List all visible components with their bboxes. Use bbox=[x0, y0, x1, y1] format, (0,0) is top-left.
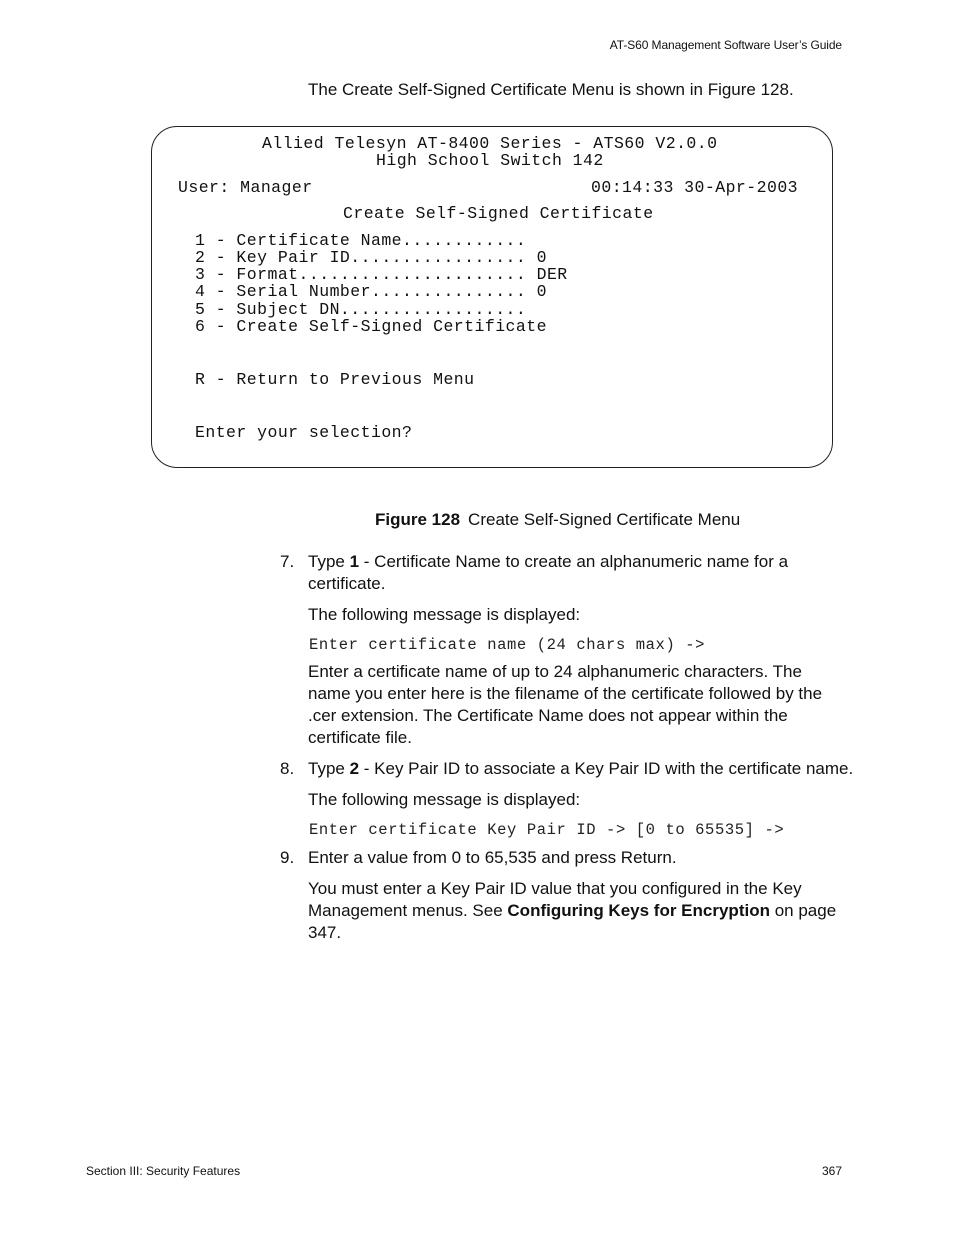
step-7-console-prompt: Enter certificate name (24 chars max) -> bbox=[309, 636, 706, 654]
step-9-text: Enter a value from 0 to 65,535 and press Return. bbox=[308, 848, 677, 867]
menu-item-key-pair-id[interactable]: 2 - Key Pair ID................. 0 bbox=[195, 248, 547, 267]
step-9-detail: You must enter a Key Pair ID value that you configured in the Key Management menus. See Configuring Keys for Encryption on page 347. bbox=[308, 879, 837, 942]
intro-paragraph: The Create Self-Signed Certificate Menu is shown in Figure 128. bbox=[308, 80, 794, 99]
step-7-detail: Enter a certificate name of up to 24 alphanumeric characters. The name you enter here is the filename of the certificate followed by the .cer extension. The Certificate Name does not appear within the certificate file. bbox=[308, 662, 823, 747]
key-label: 2 bbox=[349, 759, 360, 778]
terminal-screen bbox=[151, 126, 833, 468]
menu-item-return[interactable]: R - Return to Previous Menu bbox=[195, 370, 475, 389]
menu-item-create-certificate[interactable]: 6 - Create Self-Signed Certificate bbox=[195, 317, 547, 336]
key-label: 1 bbox=[349, 552, 360, 571]
figure-title: Create Self-Signed Certificate Menu bbox=[468, 510, 741, 529]
figure-label: Figure 128 bbox=[375, 510, 461, 529]
menu-item-serial-number[interactable]: 4 - Serial Number............... 0 bbox=[195, 282, 547, 301]
step-7-text: Type 1 - Certificate Name to create an alphanumeric name for a certificate. bbox=[308, 552, 789, 593]
step-7-message-intro: The following message is displayed: bbox=[308, 605, 581, 624]
step-8-message-intro: The following message is displayed: bbox=[308, 790, 581, 809]
figure-caption bbox=[375, 510, 740, 530]
menu-item-certificate-name[interactable]: 1 - Certificate Name............ bbox=[195, 231, 527, 250]
step-number: 8. bbox=[280, 759, 295, 778]
terminal-user: User: Manager bbox=[178, 178, 313, 197]
menu-item-subject-dn[interactable]: 5 - Subject DN.................. bbox=[195, 300, 527, 319]
terminal-timestamp: 00:14:33 30-Apr-2003 bbox=[591, 178, 799, 197]
terminal-switch-name: High School Switch 142 bbox=[376, 151, 604, 170]
page-number: 367 bbox=[821, 1164, 842, 1178]
running-header: AT-S60 Management Software User’s Guide bbox=[609, 38, 842, 52]
terminal-product-line: Allied Telesyn AT-8400 Series - ATS60 V2.0.0 bbox=[262, 134, 718, 153]
terminal-menu-title: Create Self-Signed Certificate bbox=[343, 204, 654, 223]
footer-section: Section III: Security Features bbox=[86, 1164, 241, 1178]
step-number: 9. bbox=[280, 848, 295, 867]
step-8-console-prompt: Enter certificate Key Pair ID -> [0 to 65535] -> bbox=[309, 821, 785, 839]
menu-item-format[interactable]: 3 - Format...................... DER bbox=[195, 265, 568, 284]
step-8-text: Type 2 - Key Pair ID to associate a Key Pair ID with the certificate name. bbox=[308, 759, 854, 778]
step-number: 7. bbox=[280, 552, 295, 571]
cross-reference-link[interactable]: Configuring Keys for Encryption bbox=[507, 901, 770, 920]
terminal-prompt[interactable]: Enter your selection? bbox=[195, 423, 413, 442]
